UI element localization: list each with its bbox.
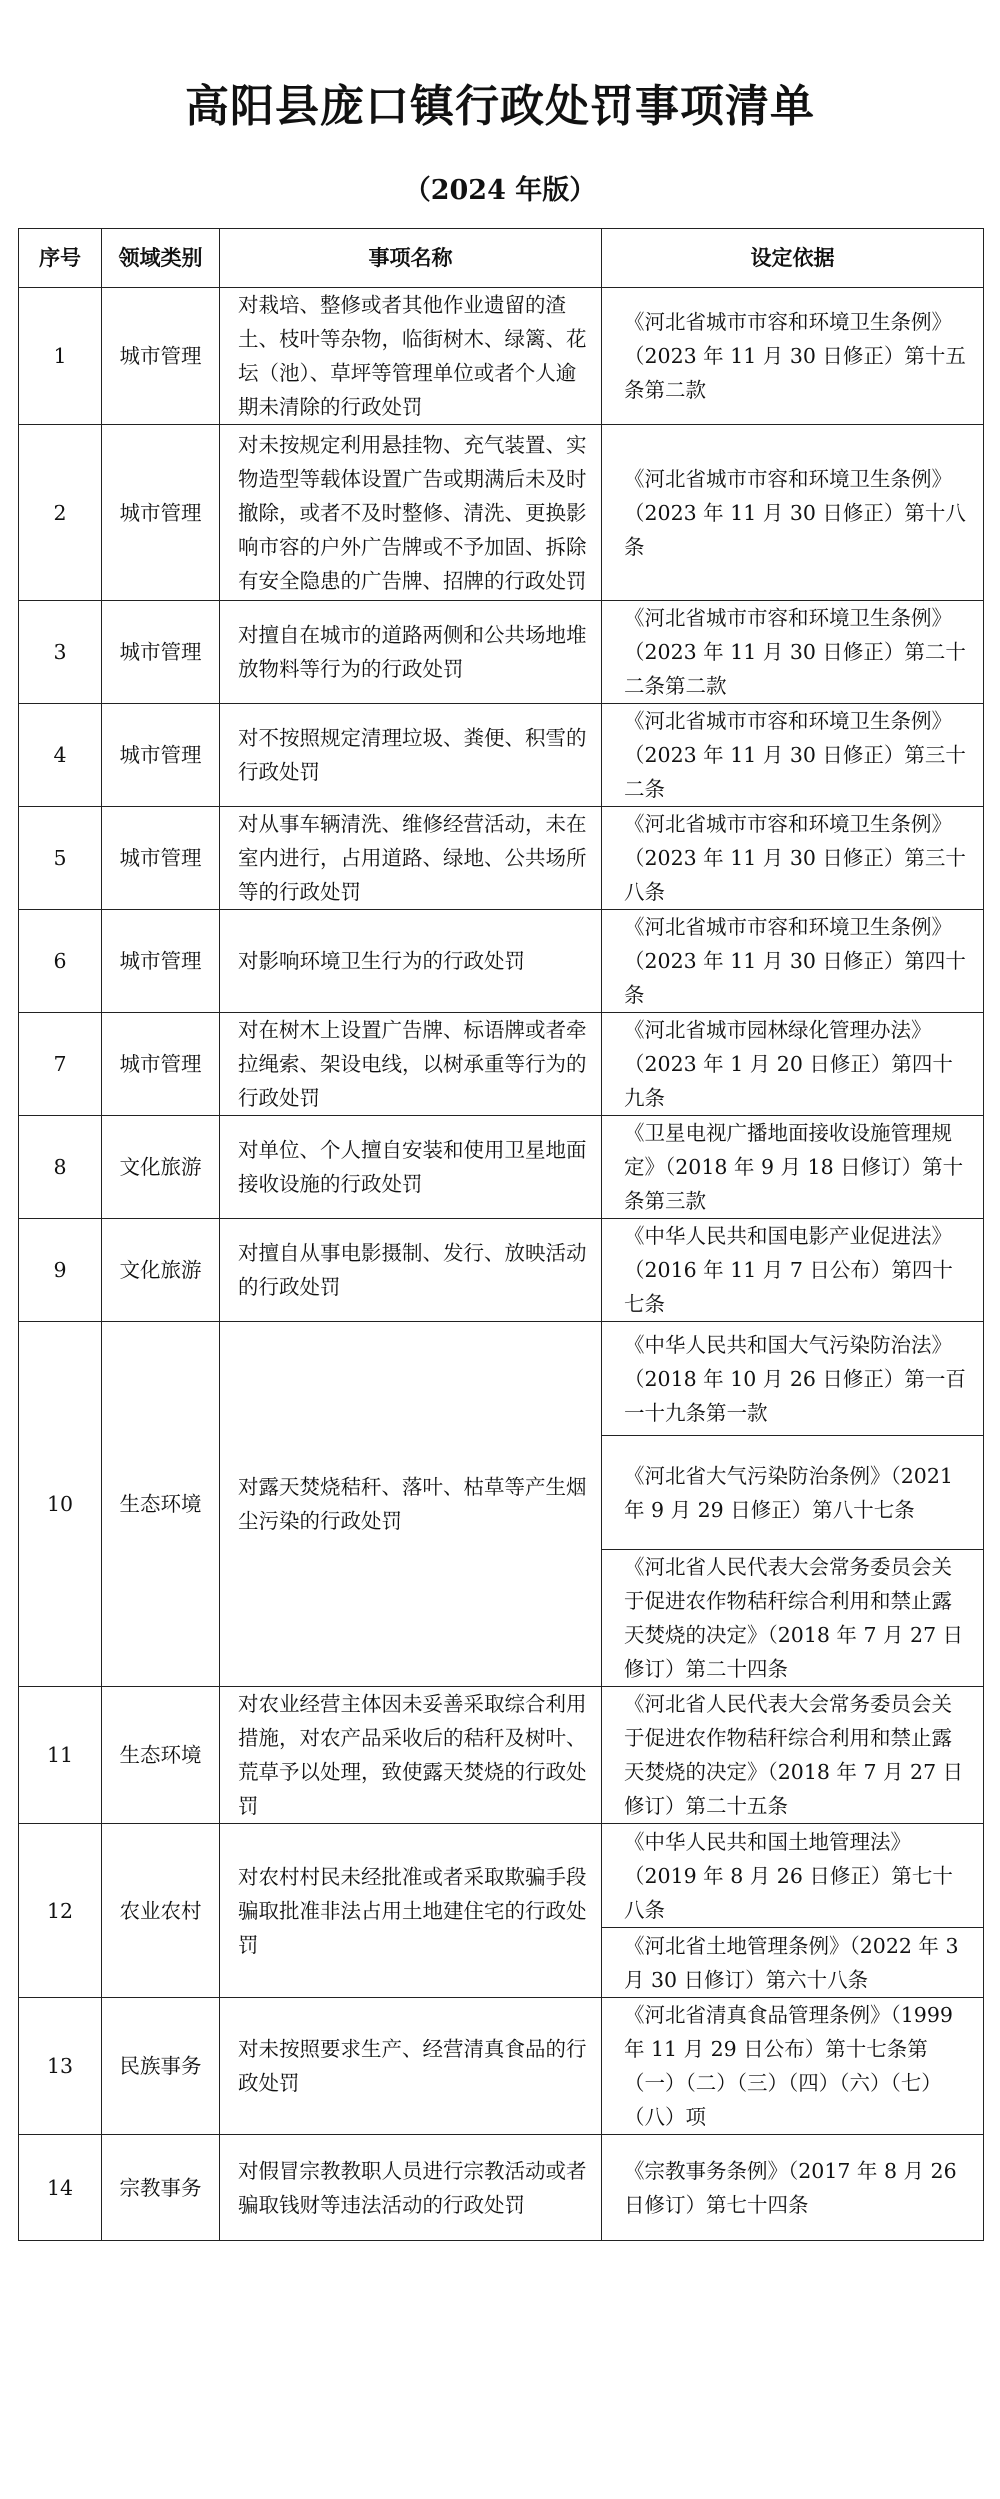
row-legal-basis: 《河北省大气污染防治条例》（2021 年 9 月 29 日修正）第八十七条 (602, 1436, 984, 1550)
row-legal-basis: 《卫星电视广播地面接收设施管理规定》（2018 年 9 月 18 日修订）第十条第三款 (602, 1116, 984, 1219)
row-item-name: 对未按规定利用悬挂物、充气装置、实物造型等载体设置广告或期满后未及时撤除，或者不及时整修、清洗、更换影响市容的户外广告牌或不予加固、拆除有安全隐患的广告牌、招牌的行政处罚 (220, 425, 602, 601)
table-row (19, 1013, 984, 1116)
row-legal-basis: 《河北省人民代表大会常务委员会关于促进农作物秸秆综合利用和禁止露天焚烧的决定》（2018 年 7 月 27 日修订）第二十五条 (602, 1687, 984, 1824)
document-title: 高阳县庞口镇行政处罚事项清单 (185, 81, 815, 132)
row-number: 11 (19, 1687, 102, 1824)
row-domain: 宗教事务 (102, 2135, 220, 2241)
header-number: 序号 (19, 229, 102, 288)
table-row (19, 601, 984, 704)
row-domain: 城市管理 (102, 288, 220, 425)
row-item-name: 对在树木上设置广告牌、标语牌或者牵拉绳索、架设电线，以树承重等行为的行政处罚 (220, 1013, 602, 1116)
table-row (19, 1824, 984, 1928)
row-number: 5 (19, 807, 102, 910)
row-legal-basis: 《河北省城市市容和环境卫生条例》（2023 年 11 月 30 日修正）第十八条 (602, 425, 984, 601)
row-legal-basis: 《河北省城市市容和环境卫生条例》（2023 年 11 月 30 日修正）第四十条 (602, 910, 984, 1013)
row-item-name: 对影响环境卫生行为的行政处罚 (220, 910, 602, 1013)
row-domain: 农业农村 (102, 1824, 220, 1998)
row-domain: 城市管理 (102, 704, 220, 807)
table-row (19, 1322, 984, 1436)
row-domain: 城市管理 (102, 807, 220, 910)
row-domain: 城市管理 (102, 425, 220, 601)
row-item-name: 对农村村民未经批准或者采取欺骗手段骗取批准非法占用土地建住宅的行政处罚 (220, 1824, 602, 1998)
row-number: 14 (19, 2135, 102, 2241)
row-number: 7 (19, 1013, 102, 1116)
row-number: 1 (19, 288, 102, 425)
table-row (19, 2135, 984, 2241)
table-body (19, 288, 984, 2241)
row-legal-basis: 《河北省城市市容和环境卫生条例》（2023 年 11 月 30 日修正）第二十二条第二款 (602, 601, 984, 704)
row-domain: 城市管理 (102, 601, 220, 704)
row-item-name: 对未按照要求生产、经营清真食品的行政处罚 (220, 1998, 602, 2135)
penalty-items-table (18, 228, 984, 2241)
header-legal-basis: 设定依据 (602, 229, 984, 288)
table-row (19, 910, 984, 1013)
row-legal-basis: 《河北省城市市容和环境卫生条例》（2023 年 11 月 30 日修正）第十五条第二款 (602, 288, 984, 425)
row-item-name: 对单位、个人擅自安装和使用卫星地面接收设施的行政处罚 (220, 1116, 602, 1219)
row-domain: 民族事务 (102, 1998, 220, 2135)
row-number: 4 (19, 704, 102, 807)
row-domain: 生态环境 (102, 1687, 220, 1824)
row-legal-basis: 《河北省土地管理条例》（2022 年 3 月 30 日修订）第六十八条 (602, 1928, 984, 1998)
table-row (19, 704, 984, 807)
row-legal-basis: 《中华人民共和国土地管理法》（2019 年 8 月 26 日修正）第七十八条 (602, 1824, 984, 1928)
row-domain: 城市管理 (102, 1013, 220, 1116)
table-row (19, 425, 984, 601)
header-domain: 领域类别 (102, 229, 220, 288)
row-number: 13 (19, 1998, 102, 2135)
row-legal-basis: 《河北省城市市容和环境卫生条例》（2023 年 11 月 30 日修正）第三十八条 (602, 807, 984, 910)
row-legal-basis: 《河北省城市市容和环境卫生条例》（2023 年 11 月 30 日修正）第三十二条 (602, 704, 984, 807)
table-row (19, 807, 984, 910)
row-legal-basis: 《河北省人民代表大会常务委员会关于促进农作物秸秆综合利用和禁止露天焚烧的决定》（2018 年 7 月 27 日修订）第二十四条 (602, 1550, 984, 1687)
row-legal-basis: 《宗教事务条例》（2017 年 8 月 26 日修订）第七十四条 (602, 2135, 984, 2241)
row-legal-basis: 《中华人民共和国大气污染防治法》（2018 年 10 月 26 日修正）第一百一十九条第一款 (602, 1322, 984, 1436)
row-number: 2 (19, 425, 102, 601)
row-item-name: 对假冒宗教教职人员进行宗教活动或者骗取钱财等违法活动的行政处罚 (220, 2135, 602, 2241)
row-item-name: 对不按照规定清理垃圾、粪便、积雪的行政处罚 (220, 704, 602, 807)
document-subtitle: （2024 年版） (403, 175, 597, 206)
header-item-name: 事项名称 (220, 229, 602, 288)
row-domain: 文化旅游 (102, 1219, 220, 1322)
table-header-row (19, 229, 984, 288)
row-domain: 生态环境 (102, 1322, 220, 1687)
row-item-name: 对从事车辆清洗、维修经营活动，未在室内进行，占用道路、绿地、公共场所等的行政处罚 (220, 807, 602, 910)
table-row (19, 1687, 984, 1824)
row-item-name: 对擅自从事电影摄制、发行、放映活动的行政处罚 (220, 1219, 602, 1322)
row-item-name: 对农业经营主体因未妥善采取综合利用措施，对农产品采收后的秸秆及树叶、荒草予以处理，致使露天焚烧的行政处罚 (220, 1687, 602, 1824)
row-item-name: 对露天焚烧秸秆、落叶、枯草等产生烟尘污染的行政处罚 (220, 1322, 602, 1687)
row-legal-basis: 《河北省清真食品管理条例》（1999 年 11 月 29 日公布）第十七条第（一）（二）（三）（四）（六）（七）（八）项 (602, 1998, 984, 2135)
row-legal-basis: 《中华人民共和国电影产业促进法》（2016 年 11 月 7 日公布）第四十七条 (602, 1219, 984, 1322)
table-row (19, 1998, 984, 2135)
row-number: 10 (19, 1322, 102, 1687)
row-item-name: 对栽培、整修或者其他作业遗留的渣土、枝叶等杂物，临街树木、绿篱、花坛（池）、草坪等管理单位或者个人逾期未清除的行政处罚 (220, 288, 602, 425)
row-number: 12 (19, 1824, 102, 1998)
table-row (19, 288, 984, 425)
table-row (19, 1219, 984, 1322)
row-domain: 城市管理 (102, 910, 220, 1013)
row-number: 3 (19, 601, 102, 704)
row-number: 9 (19, 1219, 102, 1322)
row-number: 6 (19, 910, 102, 1013)
row-legal-basis: 《河北省城市园林绿化管理办法》（2023 年 1 月 20 日修正）第四十九条 (602, 1013, 984, 1116)
row-number: 8 (19, 1116, 102, 1219)
row-item-name: 对擅自在城市的道路两侧和公共场地堆放物料等行为的行政处罚 (220, 601, 602, 704)
row-domain: 文化旅游 (102, 1116, 220, 1219)
table-row (19, 1116, 984, 1219)
